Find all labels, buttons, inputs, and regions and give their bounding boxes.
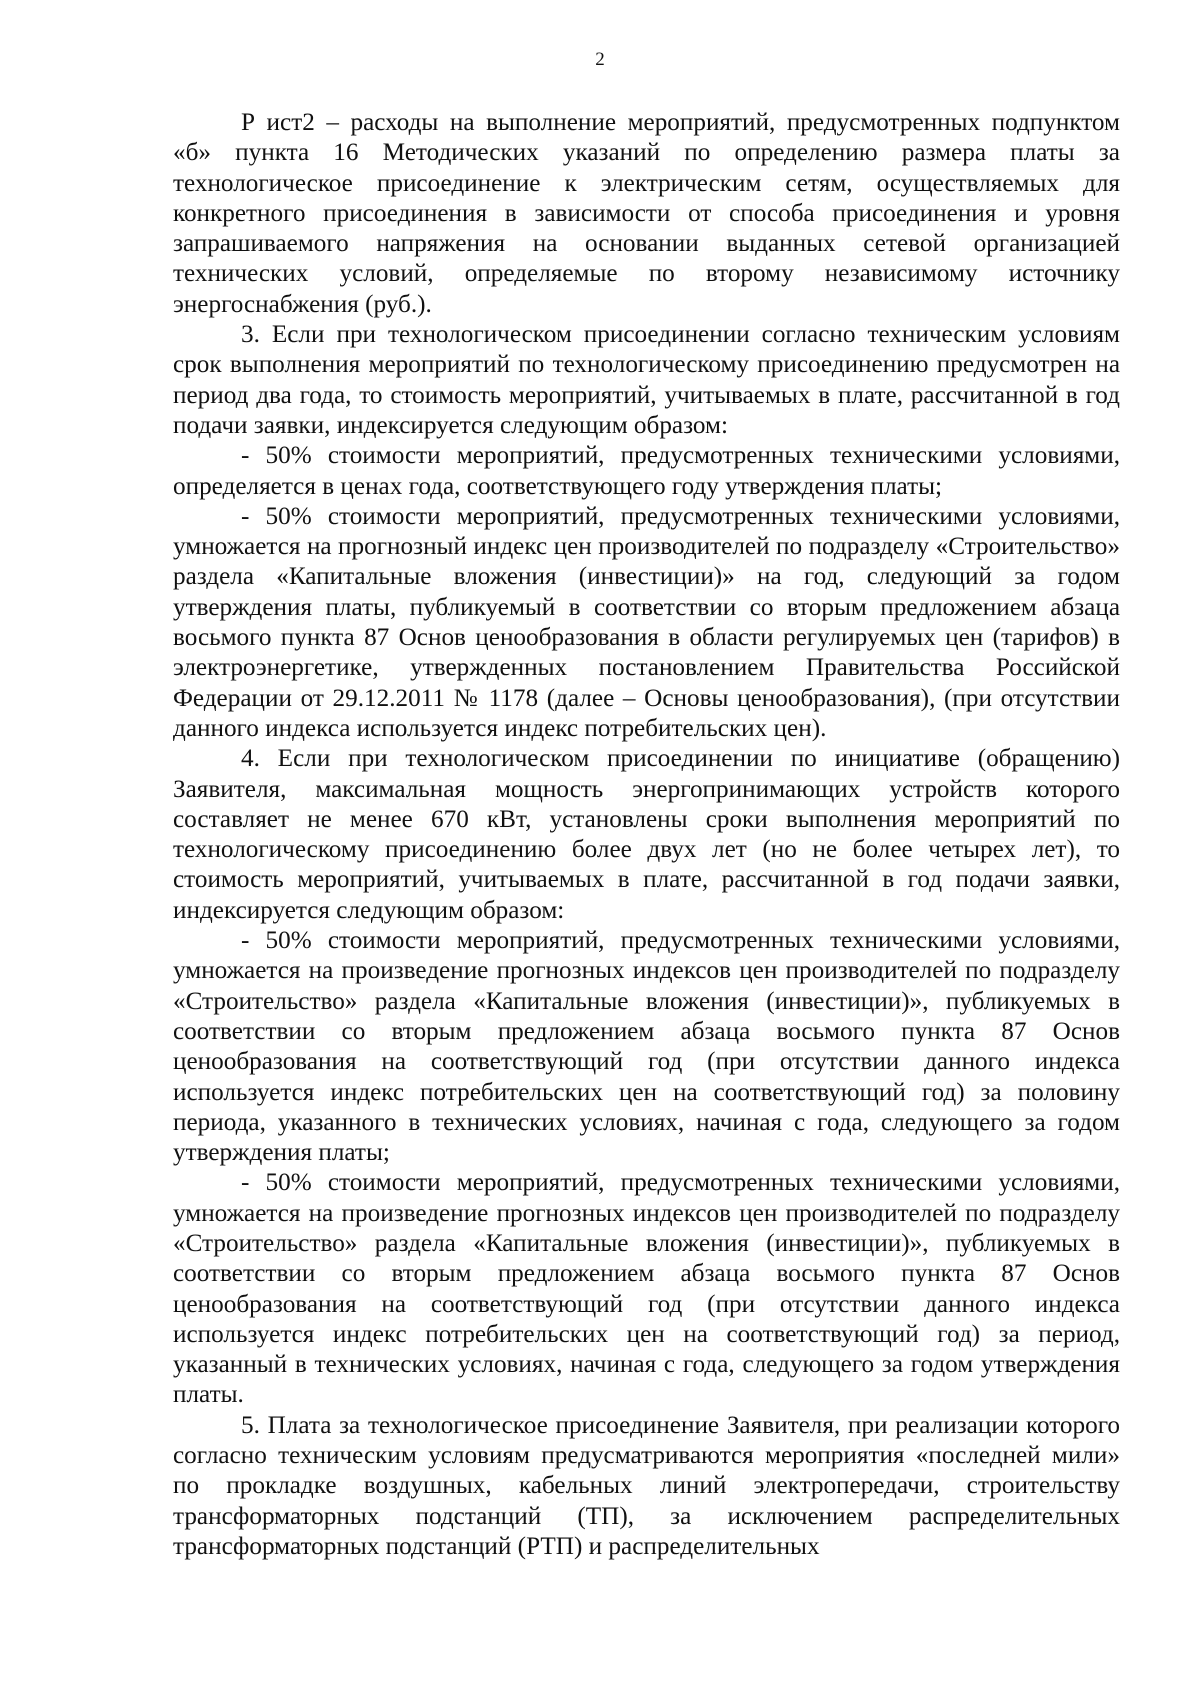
- paragraph-item-4-bullet-2: - 50% стоимости мероприятий, предусмотренных техническими условиями, умножается на произведение прогнозных индексов цен производителей по подразделу «Строительство» раздела «Капитальные вложения (инвестиции)», публикуемых в соответствии со вторым предложением абзаца восьмого пункта 87 Основ ценообразования на соответствующий год (при отсутствии данного индекса используется индекс потребительских цен на соответствующий год) за период, указанный в технических условиях, начиная с года, следующего за годом утверждения платы.: [173, 1169, 1120, 1409]
- paragraph-item-3-bullet-2: - 50% стоимости мероприятий, предусмотренных техническими условиями, умножается на прогнозный индекс цен производителей по подразделу «Строительство» раздела «Капитальные вложения (инвестиции)» на год, следующий за годом утверждения платы, публикуемый в соответствии со вторым предложением абзаца восьмого пункта 87 Основ ценообразования в области регулируемых цен (тарифов) в электроэнергетике, утвержденных постановлением Правительства Российской Федерации от 29.12.2011 № 1178 (далее – Основы ценообразования), (при отсутствии данного индекса используется индекс потребительских цен).: [173, 502, 1120, 742]
- paragraph-item-4-bullet-1: - 50% стоимости мероприятий, предусмотренных техническими условиями, умножается на произведение прогнозных индексов цен производителей по подразделу «Строительство» раздела «Капитальные вложения (инвестиции)», публикуемых в соответствии со вторым предложением абзаца восьмого пункта 87 Основ ценообразования на соответствующий год (при отсутствии данного индекса используется индекс потребительских цен на соответствующий год) за половину периода, указанного в технических условиях, начиная с года, следующего за годом утверждения платы;: [173, 927, 1120, 1167]
- paragraph-item-3: 3. Если при технологическом присоединении согласно техническим условиям срок выполнения мероприятий по технологическому присоединению предусмотрен на период два года, то стоимость мероприятий, учитываемых в плате, рассчитанной в год подачи заявки, индексируется следующим образом:: [173, 321, 1120, 439]
- paragraph-r-ist2-definition: Р ист2 – расходы на выполнение мероприятий, предусмотренных подпунктом «б» пункта 16 Методических указаний по определению размера платы за технологическое присоединение к электрическим сетям, осуществляемых для конкретного присоединения в зависимости от способа присоединения и уровня запрашиваемого напряжения на основании выданных сетевой организацией технических условий, определяемые по второму независимому источнику энергоснабжения (руб.).: [173, 109, 1120, 318]
- paragraph-item-4: 4. Если при технологическом присоединении по инициативе (обращению) Заявителя, максимальная мощность энергопринимающих устройств которого составляет не менее 670 кВт, установлены сроки выполнения мероприятий по технологическому присоединению более двух лет (но не более четырех лет), то стоимость мероприятий, учитываемых в плате, рассчитанной в год подачи заявки, индексируется следующим образом:: [173, 745, 1120, 924]
- paragraph-item-5: 5. Плата за технологическое присоединение Заявителя, при реализации которого согласно техническим условиям предусматриваются мероприятия «последней мили» по прокладке воздушных, кабельных линий электропередачи, строительству трансформаторных подстанций (ТП), за исключением распределительных трансформаторных подстанций (РТП) и распределительных: [173, 1411, 1120, 1560]
- document-body: [173, 108, 1120, 1562]
- page-number: 2: [595, 49, 605, 70]
- paragraph-item-3-bullet-1: - 50% стоимости мероприятий, предусмотренных техническими условиями, определяется в ценах года, соответствующего году утверждения платы;: [173, 442, 1120, 500]
